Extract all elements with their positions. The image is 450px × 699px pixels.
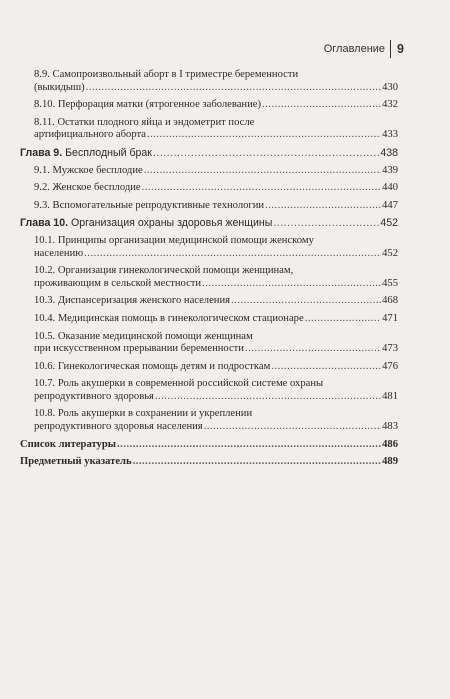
toc-entry-title: 10.4. Медицинская помощь в гинекологическом стационаре bbox=[34, 312, 304, 324]
toc-entry bbox=[20, 217, 398, 230]
toc-entry-line: 10.2. Организация гинекологической помощи женщинам, bbox=[34, 265, 294, 277]
dot-leader bbox=[231, 295, 381, 308]
toc-entry bbox=[20, 295, 398, 308]
dot-leader bbox=[133, 456, 382, 469]
dot-leader bbox=[273, 217, 379, 230]
toc-page-number: 483 bbox=[382, 421, 398, 433]
toc-entry-title: населению bbox=[34, 247, 84, 259]
toc-entry-title: 8.10. Перфорация матки (ятрогенное заболевание) bbox=[34, 99, 261, 111]
toc-page-number: 471 bbox=[382, 312, 398, 324]
toc-page-number: 447 bbox=[382, 199, 398, 211]
toc-entry bbox=[20, 378, 398, 403]
toc-entry-title bbox=[20, 217, 272, 230]
toc-page-number: 439 bbox=[382, 164, 398, 176]
toc-entry bbox=[20, 456, 398, 469]
table-of-contents bbox=[20, 69, 398, 474]
toc-entry-title: 10.3. Диспансеризация женского населения bbox=[34, 295, 231, 307]
toc-page-number: 438 bbox=[380, 146, 398, 159]
toc-page-number: 455 bbox=[382, 277, 398, 289]
dot-leader bbox=[271, 361, 381, 374]
toc-entry bbox=[20, 331, 398, 356]
toc-entry bbox=[20, 439, 398, 452]
running-header bbox=[324, 40, 404, 58]
chapter-number: Глава 10. bbox=[20, 217, 69, 230]
toc-entry bbox=[20, 408, 398, 433]
toc-entry bbox=[20, 313, 398, 326]
page-number: 9 bbox=[390, 40, 404, 58]
toc-page-number: 486 bbox=[382, 438, 398, 450]
toc-entry bbox=[20, 265, 398, 290]
toc-entry-line: 8.11. Остатки плодного яйца и эндометрит после bbox=[34, 116, 255, 128]
dot-leader bbox=[153, 147, 379, 160]
toc-page-number: 489 bbox=[382, 456, 398, 468]
toc-entry bbox=[20, 99, 398, 112]
toc-entry bbox=[20, 182, 398, 195]
toc-entry bbox=[20, 235, 398, 260]
dot-leader bbox=[305, 313, 381, 326]
dot-leader bbox=[142, 182, 382, 195]
toc-entry-title: 9.3. Вспомогательные репродуктивные технологии bbox=[34, 199, 265, 211]
chapter-number: Глава 9. bbox=[20, 146, 63, 159]
toc-entry-line: 10.1. Принципы организации медицинской помощи женскому bbox=[34, 234, 314, 246]
dot-leader bbox=[202, 278, 381, 291]
dot-leader bbox=[265, 200, 381, 213]
toc-entry-line: 10.8. Роль акушерки в сохранении и укреплении bbox=[34, 408, 253, 420]
toc-entry-title: репродуктивного здоровья населения bbox=[34, 421, 203, 433]
toc-page-number: 473 bbox=[382, 343, 398, 355]
dot-leader bbox=[86, 82, 381, 95]
toc-entry-title: проживающим в сельской местности bbox=[34, 277, 202, 289]
toc-entry-title: Список литературы bbox=[20, 438, 117, 450]
toc-entry-title: Предметный указатель bbox=[20, 456, 132, 468]
toc-entry-title: артифициального аборта bbox=[34, 129, 146, 141]
dot-leader bbox=[117, 439, 381, 452]
toc-page-number: 432 bbox=[382, 99, 398, 111]
dot-leader bbox=[245, 343, 381, 356]
dot-leader bbox=[84, 248, 381, 261]
toc-page-number: 452 bbox=[380, 217, 398, 230]
toc-entry-title: 9.1. Мужское бесплодие bbox=[34, 164, 143, 176]
running-header-title: Оглавление bbox=[323, 43, 386, 55]
dot-leader bbox=[147, 129, 381, 142]
toc-page-number: 452 bbox=[382, 247, 398, 259]
toc-entry-title: 9.2. Женское бесплодие bbox=[34, 182, 141, 194]
toc-entry bbox=[20, 200, 398, 213]
toc-entry-title: (выкидыш) bbox=[34, 81, 85, 93]
toc-entry bbox=[20, 165, 398, 178]
toc-entry bbox=[20, 117, 398, 142]
toc-entry bbox=[20, 147, 398, 160]
chapter-title: Организация охраны здоровья женщины bbox=[71, 217, 273, 230]
toc-entry-line: 10.5. Оказание медицинской помощи женщинам bbox=[34, 330, 253, 342]
toc-entry-line: 8.9. Самопроизвольный аборт в I триместре беременности bbox=[34, 69, 299, 80]
dot-leader bbox=[155, 391, 381, 404]
toc-entry-title: при искусственном прерывании беременности bbox=[34, 343, 244, 355]
toc-page-number: 440 bbox=[382, 182, 398, 194]
toc-entry-line: 10.7. Роль акушерки в современной российской системе охраны bbox=[34, 378, 324, 390]
dot-leader bbox=[204, 421, 381, 434]
toc-page-number: 433 bbox=[382, 129, 398, 141]
toc-entry-title bbox=[20, 147, 152, 160]
dot-leader bbox=[262, 99, 381, 112]
toc-entry-title: репродуктивного здоровья bbox=[34, 390, 154, 402]
dot-leader bbox=[144, 165, 381, 178]
toc-page-number: 476 bbox=[382, 360, 398, 372]
chapter-title: Бесплодный брак bbox=[65, 146, 152, 159]
toc-entry bbox=[20, 69, 398, 94]
toc-entry bbox=[20, 361, 398, 374]
toc-page-number: 468 bbox=[382, 295, 398, 307]
toc-page-number: 430 bbox=[382, 81, 398, 93]
toc-entry-title: 10.6. Гинекологическая помощь детям и подросткам bbox=[34, 360, 271, 372]
toc-page-number: 481 bbox=[382, 390, 398, 402]
